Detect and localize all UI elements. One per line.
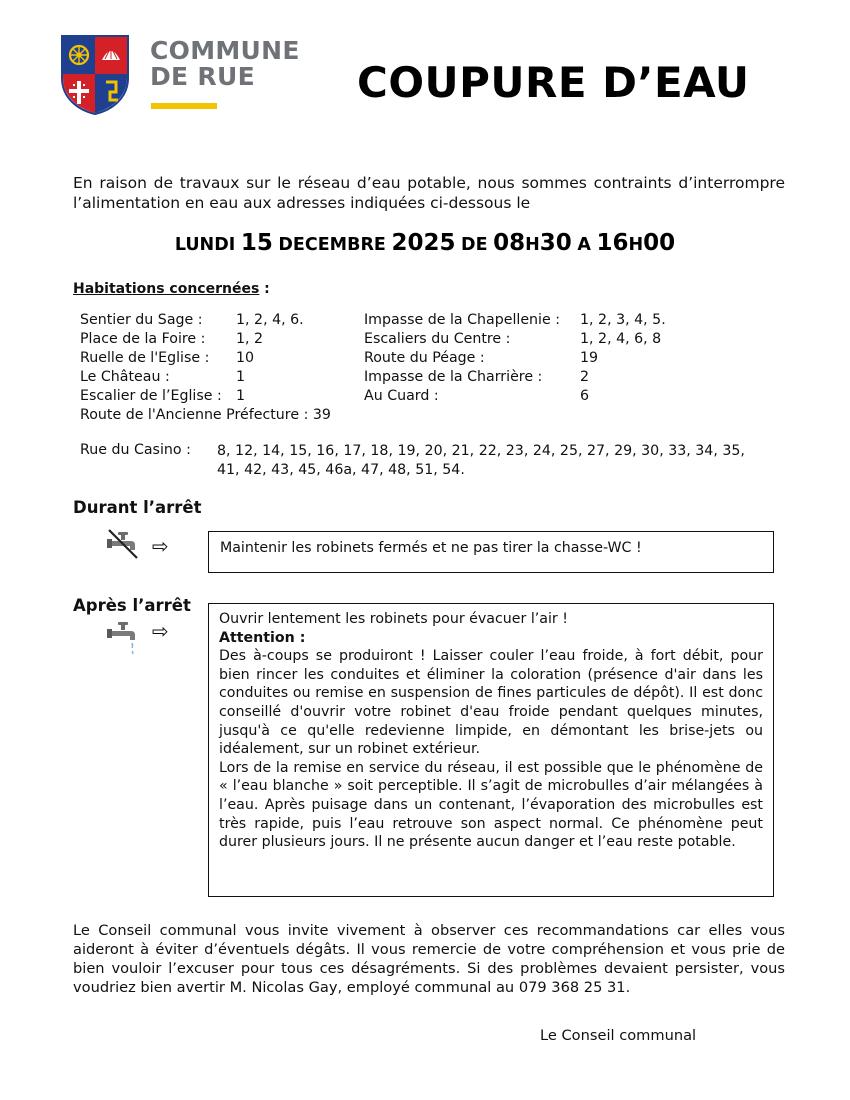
arrow-right-icon: ⇨ <box>152 619 169 643</box>
address-numbers: 1 <box>236 369 246 385</box>
date-de: DE <box>461 235 488 255</box>
after-outage-paragraph-1: Des à-coups se produiront ! Laisser couler l’eau froide, à fort débit, pour bien rincer les conduites et éliminer la coloration (présence d'air dans les conduites ou remise en suspension de fines particules de dépôt). Il est donc conseillé d'ouvrir votre robinet d'eau froide pendant quelques minutes, jusqu'à ce qu'elle redevienne limpide, en démontant les brise-jets ou idéalement, sur un robinet extérieur. <box>219 648 763 758</box>
date-day-number: 15 <box>240 230 273 256</box>
date-year: 2025 <box>391 230 456 256</box>
end-hour: 16 <box>596 230 629 256</box>
address-numbers: 1, 2, 3, 4, 5. <box>580 312 666 328</box>
date-day: LUNDI <box>174 235 236 255</box>
address-numbers: 1, 2, 4, 6. <box>236 312 304 328</box>
after-outage-box <box>208 603 774 897</box>
outage-date <box>0 230 850 256</box>
after-outage-first-line: Ouvrir lentement les robinets pour évacuer l’air ! <box>219 611 568 627</box>
address-name: Au Cuard : <box>364 388 439 404</box>
address-numbers: 19 <box>580 350 599 366</box>
closed-tap-icon <box>105 528 141 560</box>
address-numbers: 10 <box>236 350 255 366</box>
after-outage-paragraph-2: Lors de la remise en service du réseau, il est possible que le phénomène de « l’eau blanche » soit perceptible. Il s’agit de microbulles d’air mélangées à l’eau. Après puisage dans un contenant, l’évaporation des microbulles est très rapide, puis l’eau retrouve son aspect normal. Ce phénomène peut durer plusieurs jours. Il ne présente aucun danger et l’eau reste potable. <box>219 759 763 851</box>
address-name: Ruelle de l'Eglise : <box>80 350 210 366</box>
end-h: H <box>628 235 644 255</box>
habitations-heading <box>73 281 270 297</box>
address-numbers: 1, 2 <box>236 331 264 347</box>
after-outage-heading: Après l’arrêt <box>73 596 191 615</box>
open-tap-icon <box>105 620 141 656</box>
address-name: Sentier du Sage : <box>80 312 203 328</box>
address-name: Impasse de la Charrière : <box>364 369 543 385</box>
address-name: Le Château : <box>80 369 170 385</box>
after-outage-content <box>219 610 763 852</box>
address-numbers: 1, 2, 4, 6, 8 <box>580 331 662 347</box>
casino-label: Rue du Casino : <box>80 442 191 458</box>
document-title: COUPURE D’EAU <box>357 58 750 107</box>
during-outage-heading: Durant l’arrêt <box>73 498 202 517</box>
start-h: H <box>525 235 540 255</box>
brand-underline <box>151 103 217 109</box>
address-name: Route du Péage : <box>364 350 485 366</box>
address-name: Escaliers du Centre : <box>364 331 511 347</box>
address-name: Impasse de la Chapellenie : <box>364 312 561 328</box>
habitations-heading-colon: : <box>259 281 270 297</box>
start-minutes: 30 <box>539 230 572 256</box>
address-prefecture: Route de l'Ancienne Préfecture : 39 <box>80 407 331 423</box>
address-numbers: 6 <box>580 388 590 404</box>
address-name: Escalier de l’Eglise : <box>80 388 222 404</box>
commune-name-line2: DE RUE <box>150 62 255 91</box>
intro-paragraph: En raison de travaux sur le réseau d’eau potable, nous sommes contraints d’interrompre l’alimentation en eau aux adresses indiquées ci-dessous le <box>73 174 785 212</box>
start-hour: 08 <box>493 230 526 256</box>
habitations-heading-text: Habitations concernées <box>73 281 260 297</box>
signature: Le Conseil communal <box>540 1027 697 1044</box>
commune-name-line1: COMMUNE <box>150 36 300 65</box>
coat-of-arms-logo <box>60 34 130 116</box>
casino-numbers: 8, 12, 14, 15, 16, 17, 18, 19, 20, 21, 22, 23, 24, 25, 27, 29, 30, 33, 34, 35, 41, 42, 43, 45, 46a, 47, 48, 51, 54. <box>217 443 745 478</box>
arrow-right-icon: ⇨ <box>152 534 169 558</box>
date-a: A <box>577 235 591 255</box>
end-minutes: 00 <box>643 230 676 256</box>
address-list <box>80 311 780 431</box>
closing-paragraph: Le Conseil communal vous invite vivement à observer ces recommandations car elles vous aideront à éviter d’éventuels dégâts. Il vous remercie de votre compréhension et vous prie de bien vouloir l’excuser pour tous ces désagréments. Si des problèmes devaient persister, vous voudriez bien avertir M. Nicolas Gay, employé communal au 079 368 25 31. <box>73 922 785 996</box>
date-month: DECEMBRE <box>278 235 386 255</box>
address-numbers: 1 <box>236 388 246 404</box>
address-numbers: 2 <box>580 369 590 385</box>
during-outage-instruction: Maintenir les robinets fermés et ne pas tirer la chasse-WC ! <box>220 540 642 556</box>
address-name: Place de la Foire : <box>80 331 206 347</box>
during-outage-box <box>208 531 774 573</box>
attention-label: Attention : <box>219 629 306 646</box>
